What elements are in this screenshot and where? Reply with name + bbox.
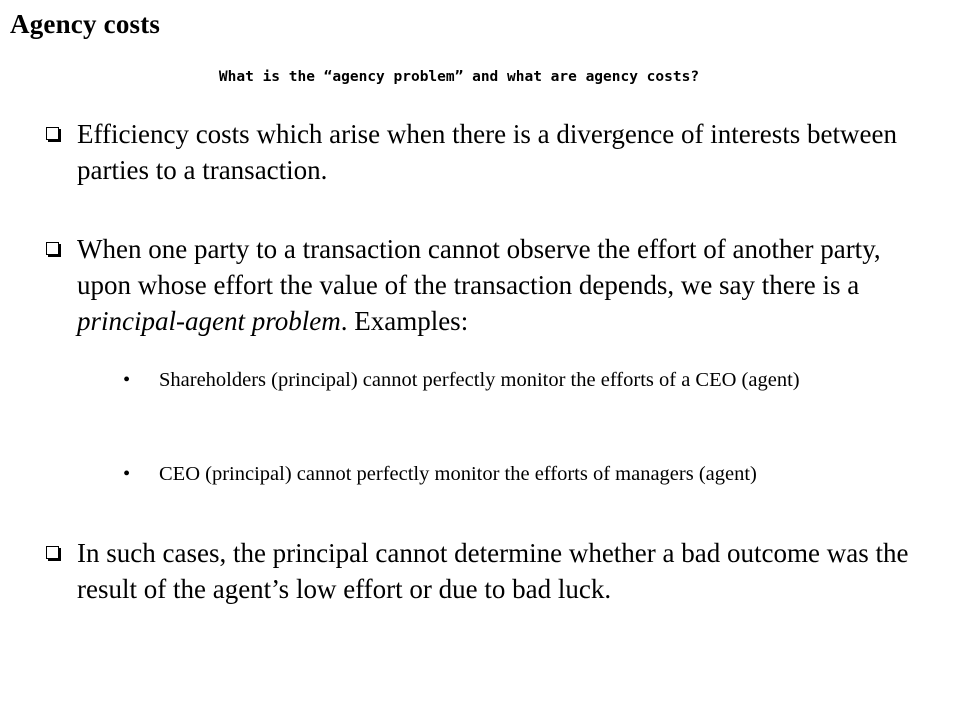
bullet-text: [77, 231, 916, 339]
bullet-item: [46, 116, 916, 188]
example-item: [123, 461, 823, 488]
example-text: Shareholders (principal) cannot perfectly monitor the efforts of a CEO (agent): [159, 369, 800, 391]
slide-subtitle: What is the “agency problem” and what are agency costs?: [218, 69, 700, 85]
bullet-text-part: . Examples:: [340, 306, 469, 336]
slide-title: Agency costs: [10, 9, 161, 39]
bullet-dot-icon: •: [123, 369, 131, 391]
emphasized-term: principal-agent problem: [77, 306, 341, 336]
checkbox-bullet-icon: [46, 127, 59, 140]
example-item: [123, 367, 823, 394]
bullet-item: [46, 231, 916, 339]
checkbox-bullet-icon: [46, 546, 59, 559]
bullet-text: Efficiency costs which arise when there is a divergence of interests between parties to a transaction.: [77, 119, 897, 185]
bullet-text-part: When one party to a transaction cannot observe the effort of another party, upon whose effort the value of the transaction depends, we say there is a: [77, 234, 881, 300]
bullet-item: [46, 535, 916, 607]
example-text: CEO (principal) cannot perfectly monitor the efforts of managers (agent): [159, 463, 757, 485]
checkbox-bullet-icon: [46, 242, 59, 255]
bullet-dot-icon: •: [123, 463, 131, 485]
bullet-text: In such cases, the principal cannot determine whether a bad outcome was the result of the agent’s low effort or due to bad luck.: [77, 538, 909, 604]
